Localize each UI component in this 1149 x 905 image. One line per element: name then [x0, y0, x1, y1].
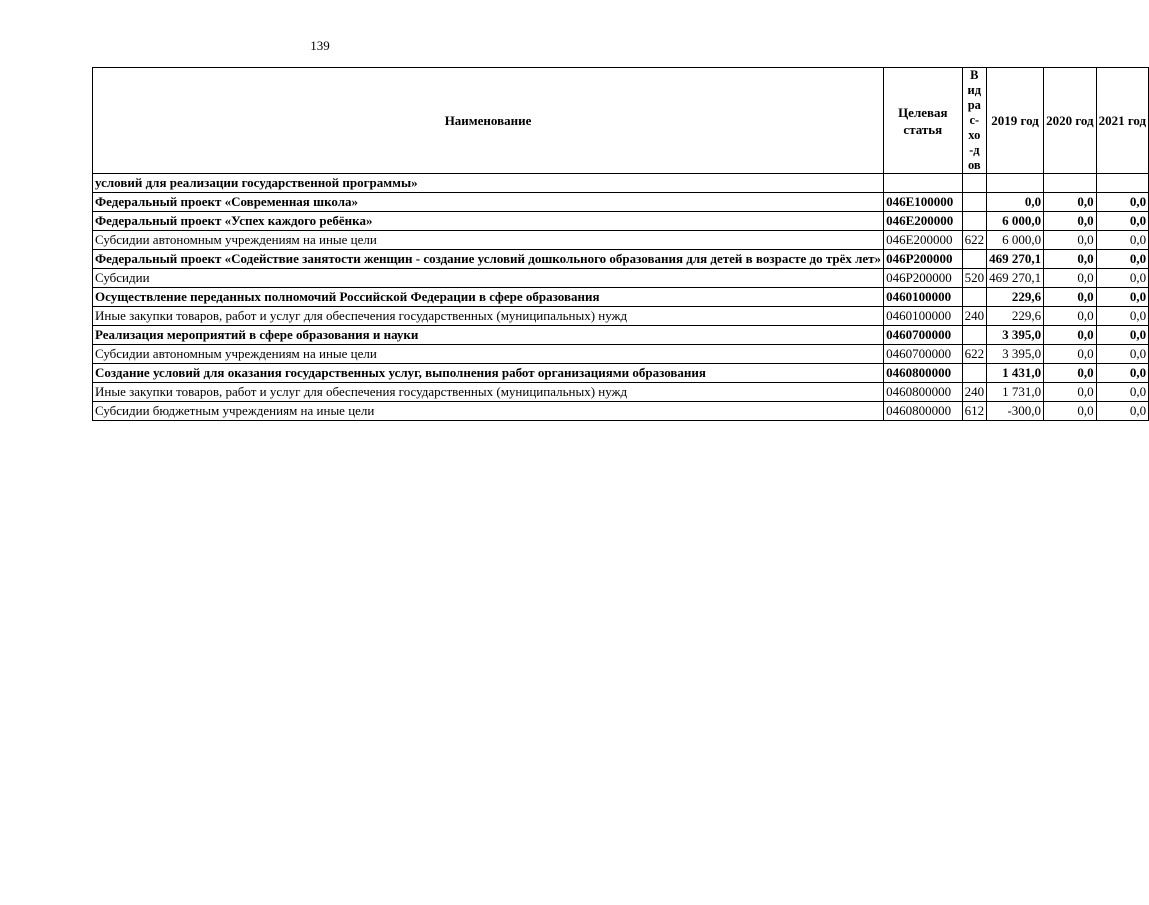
row-value-2021: 0,0 — [1096, 288, 1149, 307]
row-value-2020: 0,0 — [1044, 402, 1097, 421]
row-value-2021: 0,0 — [1096, 307, 1149, 326]
row-value-2021: 0,0 — [1096, 326, 1149, 345]
table-row — [93, 364, 1149, 383]
row-target-article: 046P200000 — [884, 269, 963, 288]
row-name: Субсидии автономным учреждениям на иные цели — [93, 345, 884, 364]
header-2019: 2019 год — [987, 68, 1044, 174]
row-value-2020: 0,0 — [1044, 288, 1097, 307]
row-value-2019: 3 395,0 — [987, 326, 1044, 345]
row-expense-type — [962, 326, 987, 345]
row-value-2020: 0,0 — [1044, 345, 1097, 364]
row-target-article: 046P200000 — [884, 250, 963, 269]
row-expense-type: 520 — [962, 269, 987, 288]
row-value-2019: 469 270,1 — [987, 250, 1044, 269]
row-value-2019: 1 731,0 — [987, 383, 1044, 402]
header-2021: 2021 год — [1096, 68, 1149, 174]
row-value-2021: 0,0 — [1096, 364, 1149, 383]
row-expense-type — [962, 288, 987, 307]
row-value-2019: 1 431,0 — [987, 364, 1044, 383]
row-target-article: 0460800000 — [884, 364, 963, 383]
header-target-article: Целевая статья — [884, 68, 963, 174]
row-target-article: 0460800000 — [884, 402, 963, 421]
row-value-2021: 0,0 — [1096, 402, 1149, 421]
table-row — [93, 174, 1149, 193]
row-value-2021: 0,0 — [1096, 269, 1149, 288]
row-value-2021: 0,0 — [1096, 345, 1149, 364]
row-expense-type — [962, 212, 987, 231]
row-name: Иные закупки товаров, работ и услуг для обеспечения государственных (муниципальных) нужд — [93, 383, 884, 402]
row-value-2021: 0,0 — [1096, 383, 1149, 402]
row-value-2020: 0,0 — [1044, 212, 1097, 231]
row-name: Субсидии бюджетным учреждениям на иные цели — [93, 402, 884, 421]
row-value-2020: 0,0 — [1044, 269, 1097, 288]
row-value-2020: 0,0 — [1044, 364, 1097, 383]
row-expense-type — [962, 174, 987, 193]
row-value-2019: 229,6 — [987, 307, 1044, 326]
row-name: Осуществление переданных полномочий Российской Федерации в сфере образования — [93, 288, 884, 307]
row-target-article: 0460800000 — [884, 383, 963, 402]
table-row — [93, 231, 1149, 250]
row-value-2020: 0,0 — [1044, 307, 1097, 326]
table-row — [93, 307, 1149, 326]
row-name: Создание условий для оказания государственных услуг, выполнения работ организациями образования — [93, 364, 884, 383]
table-row — [93, 326, 1149, 345]
row-target-article: 0460100000 — [884, 288, 963, 307]
row-expense-type: 612 — [962, 402, 987, 421]
row-target-article: 046E200000 — [884, 231, 963, 250]
row-expense-type: 240 — [962, 307, 987, 326]
row-value-2020: 0,0 — [1044, 326, 1097, 345]
table-row — [93, 250, 1149, 269]
row-expense-type — [962, 364, 987, 383]
row-name: условий для реализации государственной программы» — [93, 174, 884, 193]
table-row — [93, 345, 1149, 364]
row-value-2019: 3 395,0 — [987, 345, 1044, 364]
row-name: Федеральный проект «Содействие занятости женщин - создание условий дошкольного образования для детей в возрасте до трёх лет» — [93, 250, 884, 269]
row-target-article: 046E200000 — [884, 212, 963, 231]
row-expense-type — [962, 193, 987, 212]
row-value-2019: 469 270,1 — [987, 269, 1044, 288]
row-target-article: 0460700000 — [884, 345, 963, 364]
row-value-2019: 6 000,0 — [987, 212, 1044, 231]
row-value-2021: 0,0 — [1096, 250, 1149, 269]
header-2020: 2020 год — [1044, 68, 1097, 174]
table-row — [93, 193, 1149, 212]
row-name: Иные закупки товаров, работ и услуг для обеспечения государственных (муниципальных) нужд — [93, 307, 884, 326]
row-value-2021: 0,0 — [1096, 212, 1149, 231]
row-name: Федеральный проект «Успех каждого ребёнка» — [93, 212, 884, 231]
row-target-article: 0460100000 — [884, 307, 963, 326]
row-expense-type: 622 — [962, 345, 987, 364]
page-number: 139 — [310, 38, 330, 53]
table-row — [93, 269, 1149, 288]
table-header-row — [93, 68, 1149, 174]
row-value-2019: 6 000,0 — [987, 231, 1044, 250]
row-value-2020: 0,0 — [1044, 193, 1097, 212]
row-expense-type: 622 — [962, 231, 987, 250]
row-target-article: 046E100000 — [884, 193, 963, 212]
table-row — [93, 288, 1149, 307]
row-target-article — [884, 174, 963, 193]
row-value-2020: 0,0 — [1044, 250, 1097, 269]
row-value-2021 — [1096, 174, 1149, 193]
row-name: Федеральный проект «Современная школа» — [93, 193, 884, 212]
table-row — [93, 383, 1149, 402]
row-expense-type — [962, 250, 987, 269]
header-name: Наименование — [93, 68, 884, 174]
row-name: Субсидии автономным учреждениям на иные цели — [93, 231, 884, 250]
budget-table — [92, 67, 1149, 421]
row-value-2020: 0,0 — [1044, 383, 1097, 402]
row-value-2020 — [1044, 174, 1097, 193]
row-value-2021: 0,0 — [1096, 193, 1149, 212]
row-value-2019: 0,0 — [987, 193, 1044, 212]
row-value-2019: -300,0 — [987, 402, 1044, 421]
row-name: Реализация мероприятий в сфере образования и науки — [93, 326, 884, 345]
row-value-2021: 0,0 — [1096, 231, 1149, 250]
row-value-2020: 0,0 — [1044, 231, 1097, 250]
header-expense-type: Вид рас-хо-дов — [962, 68, 987, 174]
table-body — [93, 174, 1149, 421]
table-row — [93, 402, 1149, 421]
row-value-2019 — [987, 174, 1044, 193]
row-expense-type: 240 — [962, 383, 987, 402]
row-value-2019: 229,6 — [987, 288, 1044, 307]
row-name: Субсидии — [93, 269, 884, 288]
table-row — [93, 212, 1149, 231]
row-target-article: 0460700000 — [884, 326, 963, 345]
